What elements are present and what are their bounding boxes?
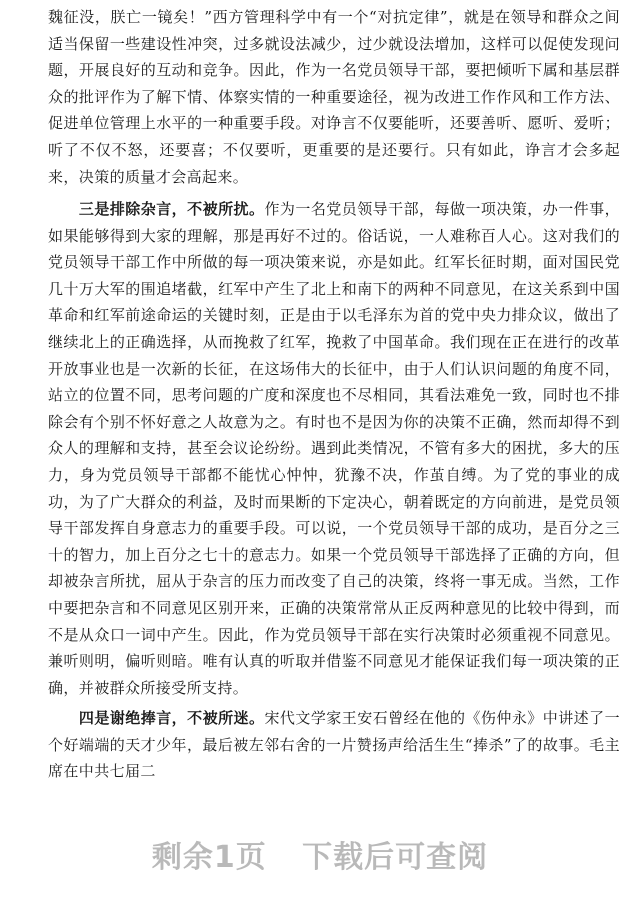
remaining-pages-banner <box>0 832 640 876</box>
paragraph-3-lead: 四是谢绝捧言，不被所迷。 <box>78 709 265 727</box>
remaining-pages-label: 剩余1页 <box>151 840 267 875</box>
download-to-view-label: 下载后可查阅 <box>302 840 489 875</box>
paragraph-2-body: 作为一名党员领导干部，每做一项决策，办一件事，如果能够得到大家的理解，那是再好不过的。俗话说，一人难称百人心。这对我们的党员领导干部工作中所做的每一项决策来说，亦是如此。红军长征时期，面对国民党几十万大军的围追堵截，红军中产生了北上和南下的两种不同意见，在这关系到中国革命和红军前途命运的关键时刻，正是由于以毛泽东为首的党中央力排众议，做出了继续北上的正确选择，从而挽救了红军，挽救了中国革命。我们现在正在进行的改革开放事业也是一次新的长征，在这场伟大的长征中，由于人们认识问题的角度不同，站立的位置不同，思考问题的广度和深度也不尽相同，其看法难免一致，同时也不排除会有个别不怀好意之人故意为之。有时也不是因为你的决策不正确，然而却得不到众人的理解和支持，甚至会议论纷纷。遇到此类情况，不管有多大的困扰，多大的压力，身为党员领导干部都不能忧心忡忡，犹豫不决，作茧自缚。为了党的事业的成功，为了广大群众的利益，及时而果断的下定决心，朝着既定的方向前进，是党员领导干部发挥自身意志力的重要手段。可以说，一个党员领导干部的成功，是百分之三十的智力，加上百分之七十的意志力。如果一个党员领导干部选择了正确的方向，但却被杂言所扰，屈从于杂言的压力而改变了自己的决策，终将一事无成。当然，工作中要把杂言和不同意见区别开来，正确的决策常常从正反两种意见的比较中得到，而不是从众口一词中产生。因此，作为党员领导干部在实行决策时必须重视不同意见。兼听则明，偏听则暗。唯有认真的听取并借鉴不同意见才能保证我们每一项决策的正确，并被群众所接受所支持。 <box>48 200 620 697</box>
paragraph-1-text: 魏征没，朕亡一镜矣！”西方管理科学中有一个“对抗定律”，就是在领导和群众之间适当保留一些建设性冲突，过多就设法减少，过少就设法增加，这样可以促使发现问题，开展良好的互动和竞争。因此，作为一名党员领导干部，要把倾听下属和基层群众的批评作为了解下情、体察实情的一种重要途径，视为改进工作作风和工作方法、促进单位管理上水平的一种重要手段。对诤言不仅要能听，还要善听、愿听、爱听；听了不仅不怒，还要喜；不仅要听，更重要的是还要行。只有如此，诤言才会多起来，决策的质量才会高起来。 <box>48 8 620 186</box>
paragraph-2 <box>48 196 620 701</box>
paragraph-3 <box>48 705 620 785</box>
paragraph-2-lead: 三是排除杂言，不被所扰。 <box>78 200 265 218</box>
paragraph-1 <box>48 4 620 190</box>
paragraph-3-body: 宋代文学家王安石曾经在他的《伤仲永》中讲述了一个好端端的天才少年，最后被左邻右舍的一片赞扬声给活生生“捧杀”了的故事。毛主席在中共七届二 <box>48 709 620 781</box>
